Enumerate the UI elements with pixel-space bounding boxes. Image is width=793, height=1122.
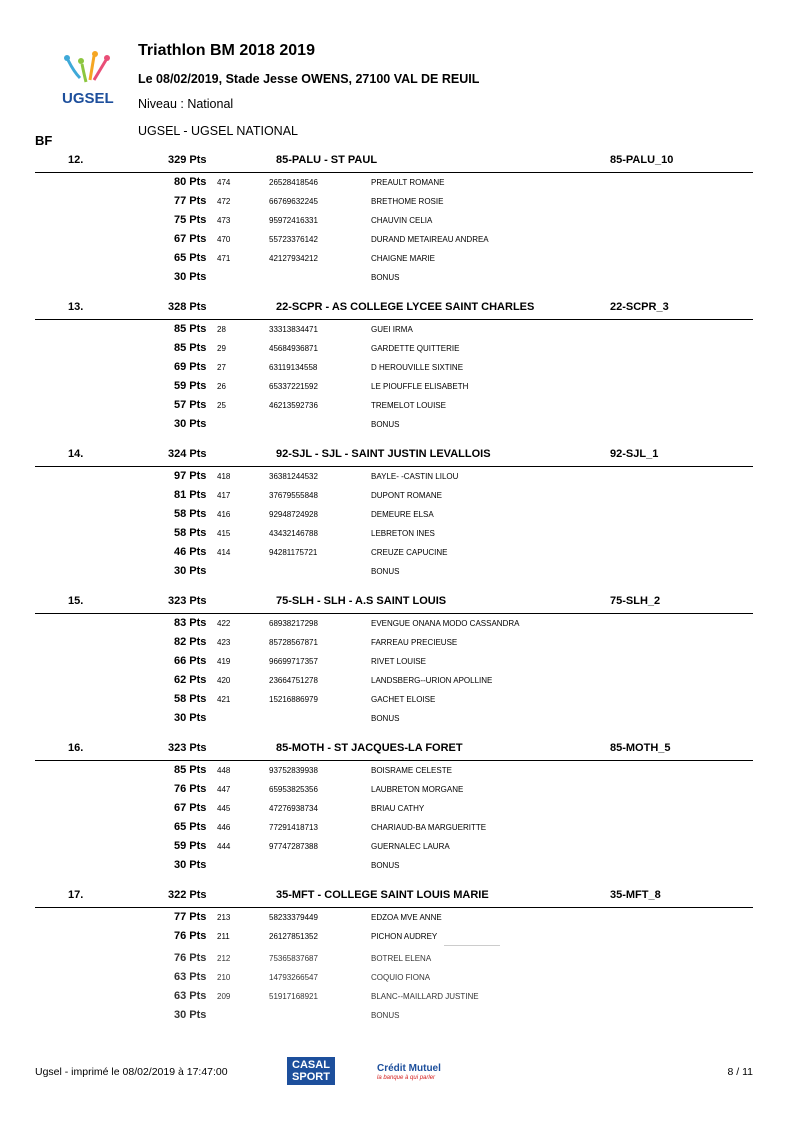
member-name: BOTREL ELENA — [371, 954, 432, 963]
member-points: 58 Pts — [174, 693, 207, 705]
member-bib: 415 — [217, 529, 231, 538]
member-bib: 419 — [217, 657, 231, 666]
member-bib: 444 — [217, 842, 231, 851]
credit-line1: Crédit Mutuel — [377, 1063, 441, 1074]
credit-line2: la banque à qui parler — [377, 1075, 436, 1081]
member-row — [170, 908, 670, 927]
member-points: 65 Pts — [174, 821, 207, 833]
member-name: GUEI IRMA — [371, 325, 413, 334]
member-bib: 472 — [217, 197, 231, 206]
member-name: LE PIOUFFLE ELISABETH — [371, 382, 469, 391]
member-row — [170, 173, 670, 192]
member-name: BONUS — [371, 861, 400, 870]
team-code: 85-PALU_10 — [610, 154, 674, 166]
member-license: 97747287388 — [269, 842, 318, 851]
member-points: 85 Pts — [174, 342, 207, 354]
member-license: 42127934212 — [269, 254, 318, 263]
member-license: 14793266547 — [269, 973, 318, 982]
credit-mutuel-logo — [377, 1063, 457, 1083]
member-row — [170, 505, 670, 524]
member-name: BONUS — [371, 420, 400, 429]
member-bib: 418 — [217, 472, 231, 481]
member-name: DUPONT ROMANE — [371, 491, 442, 500]
member-name: BAYLE- -CASTIN LILOU — [371, 472, 459, 481]
member-points: 63 Pts — [174, 971, 207, 983]
member-license: 65337221592 — [269, 382, 318, 391]
team-code: 35-MFT_8 — [610, 889, 661, 901]
team-row — [35, 589, 753, 613]
team-code: 92-SJL_1 — [610, 448, 659, 460]
member-license: 66769632245 — [269, 197, 318, 206]
member-row — [170, 927, 670, 946]
member-name: COQUIO FIONA — [371, 973, 431, 982]
member-row — [170, 415, 670, 434]
member-points: 30 Pts — [174, 1009, 207, 1021]
member-license: 47276938734 — [269, 804, 318, 813]
member-points: 75 Pts — [174, 214, 207, 226]
team-name: 92-SJL - SJL - SAINT JUSTIN LEVALLOIS — [276, 448, 491, 460]
member-row — [170, 799, 670, 818]
member-name: EDZOA MVE ANNE — [371, 913, 442, 922]
member-points: 30 Pts — [174, 712, 207, 724]
member-points: 76 Pts — [174, 783, 207, 795]
member-row — [170, 837, 670, 856]
member-name: PREAULT ROMANE — [371, 178, 445, 187]
team-rank: 15. — [68, 595, 84, 607]
team-name: 85-PALU - ST PAUL — [276, 154, 378, 166]
member-points: 66 Pts — [174, 655, 207, 667]
member-name: FARREAU PRECIEUSE — [371, 638, 458, 647]
member-points: 67 Pts — [174, 802, 207, 814]
member-bib: 28 — [217, 325, 226, 334]
member-license: 46213592736 — [269, 401, 318, 410]
team-points: 323 Pts — [168, 742, 207, 754]
team-row — [35, 148, 753, 172]
category-label: BF — [35, 133, 53, 148]
member-name: D HEROUVILLE SIXTINE — [371, 363, 464, 372]
member-license: 94281175721 — [269, 548, 318, 557]
member-name: EVENGUE ONANA MODO CASSANDRA — [371, 619, 520, 628]
member-row — [170, 987, 670, 1006]
member-row — [170, 543, 670, 562]
member-license: 68938217298 — [269, 619, 318, 628]
member-row — [170, 614, 670, 633]
member-row — [170, 690, 670, 709]
member-points: 82 Pts — [174, 636, 207, 648]
team-rank: 13. — [68, 301, 84, 313]
member-name: LEBRETON INES — [371, 529, 435, 538]
member-bib: 470 — [217, 235, 231, 244]
member-bib: 448 — [217, 766, 231, 775]
member-license: 15216886979 — [269, 695, 318, 704]
member-row — [170, 633, 670, 652]
member-row — [170, 377, 670, 396]
team-rank: 16. — [68, 742, 84, 754]
member-license: 26528418546 — [269, 178, 318, 187]
member-bib: 421 — [217, 695, 231, 704]
member-name: BOISRAME CELESTE — [371, 766, 452, 775]
member-name: GUERNALEC LAURA — [371, 842, 450, 851]
member-name: BLANC--MAILLARD JUSTINE — [371, 992, 479, 1001]
member-bib: 29 — [217, 344, 226, 353]
member-row — [170, 818, 670, 837]
member-points: 59 Pts — [174, 840, 207, 852]
member-row — [170, 230, 670, 249]
member-row — [170, 339, 670, 358]
member-name: DEMEURE ELSA — [371, 510, 434, 519]
member-license: 77291418713 — [269, 823, 318, 832]
member-name: BONUS — [371, 273, 400, 282]
member-points: 76 Pts — [174, 930, 207, 942]
member-bib: 27 — [217, 363, 226, 372]
member-row — [170, 192, 670, 211]
team-name: 22-SCPR - AS COLLEGE LYCEE SAINT CHARLES — [276, 301, 535, 313]
member-name: CHAUVIN CELIA — [371, 216, 433, 225]
member-bib: 26 — [217, 382, 226, 391]
member-name: RIVET LOUISE — [371, 657, 426, 666]
member-points: 58 Pts — [174, 527, 207, 539]
member-name: GACHET ELOISE — [371, 695, 436, 704]
member-points: 57 Pts — [174, 399, 207, 411]
team-name: 85-MOTH - ST JACQUES-LA FORET — [276, 742, 463, 754]
member-row — [170, 780, 670, 799]
member-points: 85 Pts — [174, 764, 207, 776]
member-name: TREMELOT LOUISE — [371, 401, 446, 410]
member-row — [170, 968, 670, 987]
member-row — [170, 358, 670, 377]
member-license: 93752839938 — [269, 766, 318, 775]
member-name: CHARIAUD-BA MARGUERITTE — [371, 823, 487, 832]
page-title: Triathlon BM 2018 2019 — [138, 42, 315, 59]
member-license: 45684936871 — [269, 344, 318, 353]
member-points: 97 Pts — [174, 470, 207, 482]
team-code: 85-MOTH_5 — [610, 742, 671, 754]
member-name: BRETHOME ROSIE — [371, 197, 444, 206]
member-row — [170, 486, 670, 505]
member-row — [170, 949, 670, 968]
member-license: 51917168921 — [269, 992, 318, 1001]
team-name: 35-MFT - COLLEGE SAINT LOUIS MARIE — [276, 889, 489, 901]
team-name: 75-SLH - SLH - A.S SAINT LOUIS — [276, 595, 447, 607]
member-bib: 210 — [217, 973, 231, 982]
member-bib: 446 — [217, 823, 231, 832]
member-license: 65953825356 — [269, 785, 318, 794]
member-row — [170, 467, 670, 486]
member-license: 85728567871 — [269, 638, 318, 647]
member-points: 80 Pts — [174, 176, 207, 188]
member-bib: 213 — [217, 913, 231, 922]
member-points: 65 Pts — [174, 252, 207, 264]
member-bib: 416 — [217, 510, 231, 519]
team-rank: 12. — [68, 154, 84, 166]
member-points: 30 Pts — [174, 565, 207, 577]
team-code: 22-SCPR_3 — [610, 301, 669, 313]
member-name: DURAND METAIREAU ANDREA — [371, 235, 489, 244]
event-subtitle: Le 08/02/2019, Stade Jesse OWENS, 27100 VAL DE REUIL — [138, 72, 480, 86]
casal-sport-logo — [287, 1057, 335, 1085]
member-row — [170, 652, 670, 671]
member-points: 83 Pts — [174, 617, 207, 629]
member-bib: 423 — [217, 638, 231, 647]
member-license: 55723376142 — [269, 235, 318, 244]
ugsel-logo-icon — [60, 50, 128, 108]
member-bib: 474 — [217, 178, 231, 187]
member-row — [170, 671, 670, 690]
member-row — [170, 320, 670, 339]
member-bib: 212 — [217, 954, 231, 963]
member-bib: 422 — [217, 619, 231, 628]
member-name: BONUS — [371, 1011, 400, 1020]
member-bib: 473 — [217, 216, 231, 225]
member-row — [170, 396, 670, 415]
member-points: 67 Pts — [174, 233, 207, 245]
member-name: BRIAU CATHY — [371, 804, 425, 813]
organization-text: UGSEL - UGSEL NATIONAL — [138, 124, 298, 138]
member-points: 62 Pts — [174, 674, 207, 686]
member-name: BONUS — [371, 567, 400, 576]
casal-line2: SPORT — [292, 1071, 330, 1083]
member-license: 43432146788 — [269, 529, 318, 538]
team-code: 75-SLH_2 — [610, 595, 661, 607]
team-points: 323 Pts — [168, 595, 207, 607]
member-points: 30 Pts — [174, 859, 207, 871]
member-points: 30 Pts — [174, 271, 207, 283]
member-points: 46 Pts — [174, 546, 207, 558]
member-points: 69 Pts — [174, 361, 207, 373]
page-number: 8 / 11 — [727, 1066, 753, 1078]
member-name: BONUS — [371, 714, 400, 723]
team-row — [35, 295, 753, 319]
ugsel-logo — [60, 50, 128, 108]
member-license: 23664751278 — [269, 676, 318, 685]
member-points: 59 Pts — [174, 380, 207, 392]
divider — [444, 945, 500, 946]
member-license: 75365837687 — [269, 954, 318, 963]
team-row — [35, 736, 753, 760]
print-footer: Ugsel - imprimé le 08/02/2019 à 17:47:00 — [35, 1066, 228, 1078]
team-row — [35, 883, 753, 907]
member-points: 58 Pts — [174, 508, 207, 520]
team-points: 324 Pts — [168, 448, 207, 460]
member-row — [170, 562, 670, 581]
member-name: CHAIGNE MARIE — [371, 254, 436, 263]
member-bib: 445 — [217, 804, 231, 813]
member-row — [170, 1006, 670, 1025]
member-points: 85 Pts — [174, 323, 207, 335]
member-bib: 209 — [217, 992, 231, 1001]
member-bib: 447 — [217, 785, 231, 794]
member-points: 77 Pts — [174, 195, 207, 207]
member-bib: 420 — [217, 676, 231, 685]
member-points: 30 Pts — [174, 418, 207, 430]
team-row — [35, 442, 753, 466]
team-rank: 14. — [68, 448, 84, 460]
member-name: CREUZE CAPUCINE — [371, 548, 448, 557]
member-name: LAUBRETON MORGANE — [371, 785, 464, 794]
member-bib: 414 — [217, 548, 231, 557]
member-row — [170, 268, 670, 287]
member-license: 36381244532 — [269, 472, 318, 481]
member-license: 92948724928 — [269, 510, 318, 519]
member-bib: 471 — [217, 254, 231, 263]
member-name: LANDSBERG--URION APOLLINE — [371, 676, 493, 685]
member-row — [170, 856, 670, 875]
member-row — [170, 524, 670, 543]
member-row — [170, 249, 670, 268]
team-points: 328 Pts — [168, 301, 207, 313]
level-text: Niveau : National — [138, 97, 234, 111]
member-license: 33313834471 — [269, 325, 318, 334]
member-points: 63 Pts — [174, 990, 207, 1002]
member-license: 96699717357 — [269, 657, 318, 666]
member-license: 95972416331 — [269, 216, 318, 225]
team-points: 329 Pts — [168, 154, 207, 166]
member-bib: 211 — [217, 932, 230, 941]
member-license: 63119134558 — [269, 363, 318, 372]
member-license: 37679555848 — [269, 491, 318, 500]
member-license: 58233379449 — [269, 913, 318, 922]
team-rank: 17. — [68, 889, 84, 901]
member-bib: 25 — [217, 401, 226, 410]
member-name: GARDETTE QUITTERIE — [371, 344, 460, 353]
member-row — [170, 709, 670, 728]
member-name: PICHON AUDREY — [371, 932, 438, 941]
member-license: 26127851352 — [269, 932, 318, 941]
team-points: 322 Pts — [168, 889, 207, 901]
logo-text: UGSEL — [62, 90, 114, 107]
member-row — [170, 211, 670, 230]
member-row — [170, 761, 670, 780]
member-points: 76 Pts — [174, 952, 207, 964]
member-bib: 417 — [217, 491, 231, 500]
member-points: 81 Pts — [174, 489, 207, 501]
casal-line1: CASAL — [292, 1059, 330, 1071]
member-points: 77 Pts — [174, 911, 207, 923]
